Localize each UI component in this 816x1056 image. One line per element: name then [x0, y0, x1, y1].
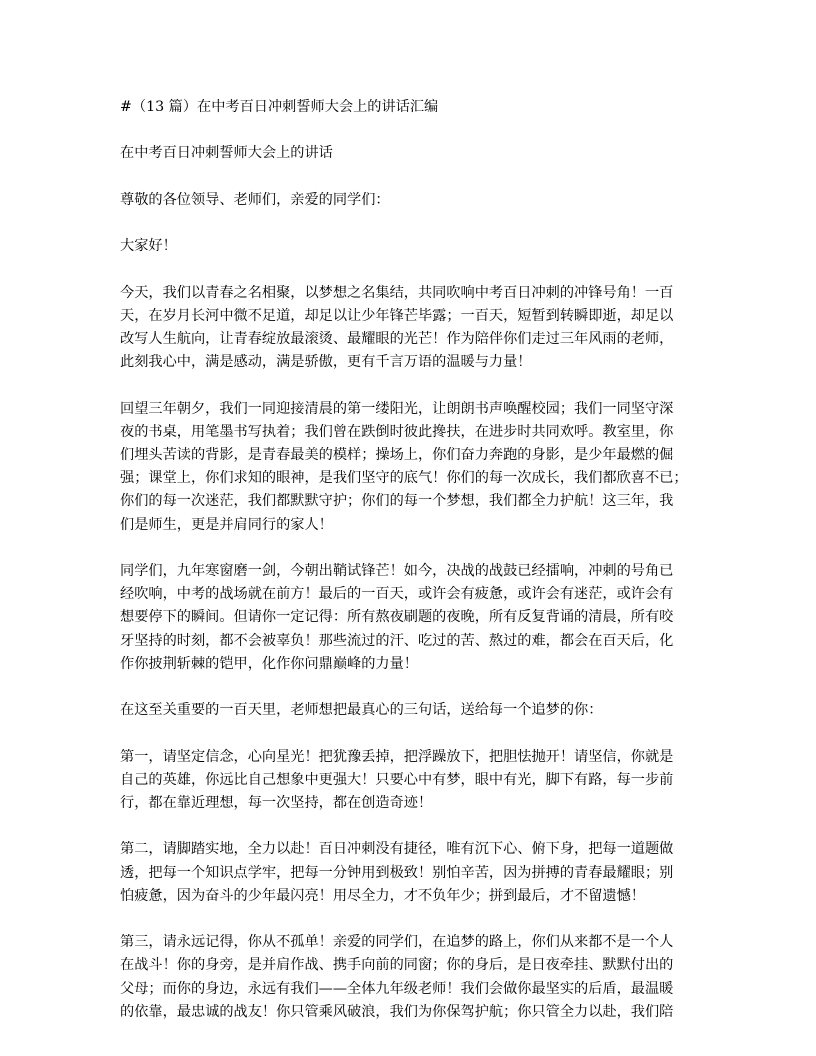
paragraph-line: 回望三年朝夕，我们一同迎接清晨的第一缕阳光，让朗朗书声唤醒校园；我们一同坚守深 [120, 400, 674, 417]
paragraph-line: 第三，请永远记得，你从不孤单！亲爱的同学们，在追梦的路上，你们从来都不是一个人 [120, 934, 674, 951]
spacer [120, 374, 696, 397]
paragraph-line: 怕疲惫，因为奋斗的少年最闪亮！用尽全力，才不负年少；拼到最后，才不留遗憾！ [120, 887, 645, 904]
paragraph-line: 改写人生航向，让青春绽放最滚烫、最耀眼的光芒！作为陪伴你们走过三年风雨的老师， [120, 330, 674, 347]
paragraph-line: 们是师生，更是并肩同行的家人！ [120, 516, 333, 533]
paragraph-line: 父母；而你的身边，永远有我们——全体九年级老师！我们会做你最坚实的后盾，最温暖 [120, 980, 674, 997]
spacer [120, 212, 696, 235]
paragraph-1 [120, 282, 696, 375]
paragraph-3 [120, 560, 696, 676]
salutation: 尊敬的各位领导、老师们，亲爱的同学们： [120, 191, 390, 208]
spacer [120, 676, 696, 699]
paragraph-line: 想要停下的瞬间。但请你一定记得：所有熬夜刷题的夜晚，所有反复背诵的清晨，所有咬 [120, 609, 674, 626]
paragraph-line: 今天，我们以青春之名相聚，以梦想之名集结，共同吹响中考百日冲刺的冲锋号角！一百 [120, 284, 674, 301]
paragraph-line: 同学们，九年寒窗磨一剑，今朝出鞘试锋芒！如今，决战的战鼓已经擂响，冲刺的号角已 [120, 562, 674, 579]
spacer [120, 258, 696, 281]
spacer [120, 722, 696, 745]
paragraph-line: 在这至关重要的一百天里，老师想把最真心的三句话，送给每一个追梦的你： [120, 702, 603, 719]
paragraph-line: 牙坚持的时刻，都不会被辜负！那些流过的汗、吃过的苦、熬过的难，都会在百天后，化 [120, 632, 674, 649]
paragraph-line: 第一，请坚定信念，心向星光！把犹豫丢掉，把浮躁放下，把胆怯抛开！请坚信，你就是 [120, 748, 674, 765]
greeting: 大家好！ [120, 238, 177, 255]
paragraph-line: 经吹响，中考的战场就在前方！最后的一百天，或许会有疲惫，或许会有迷茫，或许会有 [120, 586, 674, 603]
paragraph-line: 你们的每一次迷茫，我们都默默守护；你们的每一个梦想，我们都全力护航！这三年，我 [120, 493, 674, 510]
document-page [120, 96, 696, 1024]
spacer [120, 166, 696, 189]
paragraph-line: 此刻我心中，满是感动，满是骄傲，更有千言万语的温暖与力量！ [120, 354, 532, 371]
paragraph-line: 行，都在靠近理想，每一次坚持，都在创造奇迹！ [120, 794, 433, 811]
paragraph-line: 作你披荆斩棘的铠甲，化作你问鼎巅峰的力量！ [120, 655, 418, 672]
paragraph-line: 在战斗！你的身旁，是并肩作战、携手向前的同窗；你的身后，是日夜牵挂、默默付出的 [120, 957, 674, 974]
paragraph-line: 天，在岁月长河中微不足道，却足以让少年锋芒毕露；一百天，短暂到转瞬即逝，却足以 [120, 307, 674, 324]
paragraph-line: 自己的英雄，你远比自己想象中更强大！只要心中有梦，眼中有光，脚下有路，每一步前 [120, 771, 674, 788]
spacer [120, 119, 696, 142]
paragraph-4 [120, 699, 696, 722]
paragraph-7 [120, 931, 696, 1024]
paragraph-2 [120, 398, 696, 537]
spacer [120, 815, 696, 838]
paragraph-line: 透，把每一个知识点学牢，把每一分钟用到极致！别怕辛苦，因为拼搏的青春最耀眼；别 [120, 864, 674, 881]
paragraph-line: 第二，请脚踏实地，全力以赴！百日冲刺没有捷径，唯有沉下心、俯下身，把每一道题做 [120, 841, 674, 858]
paragraph-6 [120, 838, 696, 908]
paragraph-5 [120, 746, 696, 816]
paragraph-line: 夜的书桌，用笔墨书写执着；我们曾在跌倒时彼此搀扶，在进步时共同欢呼。教室里，你 [120, 423, 674, 440]
document-title: #（13 篇）在中考百日冲刺誓师大会上的讲话汇编 [120, 99, 439, 115]
speech-title: 在中考百日冲刺誓师大会上的讲话 [120, 145, 333, 162]
spacer [120, 908, 696, 931]
paragraph-line: 强；课堂上，你们求知的眼神，是我们坚守的底气！你们的每一次成长，我们都欣喜不已； [120, 470, 688, 487]
paragraph-line: 们埋头苦读的背影，是青春最美的模样；操场上，你们奋力奔跑的身影，是少年最燃的倔 [120, 446, 674, 463]
spacer [120, 537, 696, 560]
paragraph-line: 的依靠，最忠诚的战友！你只管乘风破浪，我们为你保驾护航；你只管全力以赴，我们陪 [120, 1003, 674, 1020]
